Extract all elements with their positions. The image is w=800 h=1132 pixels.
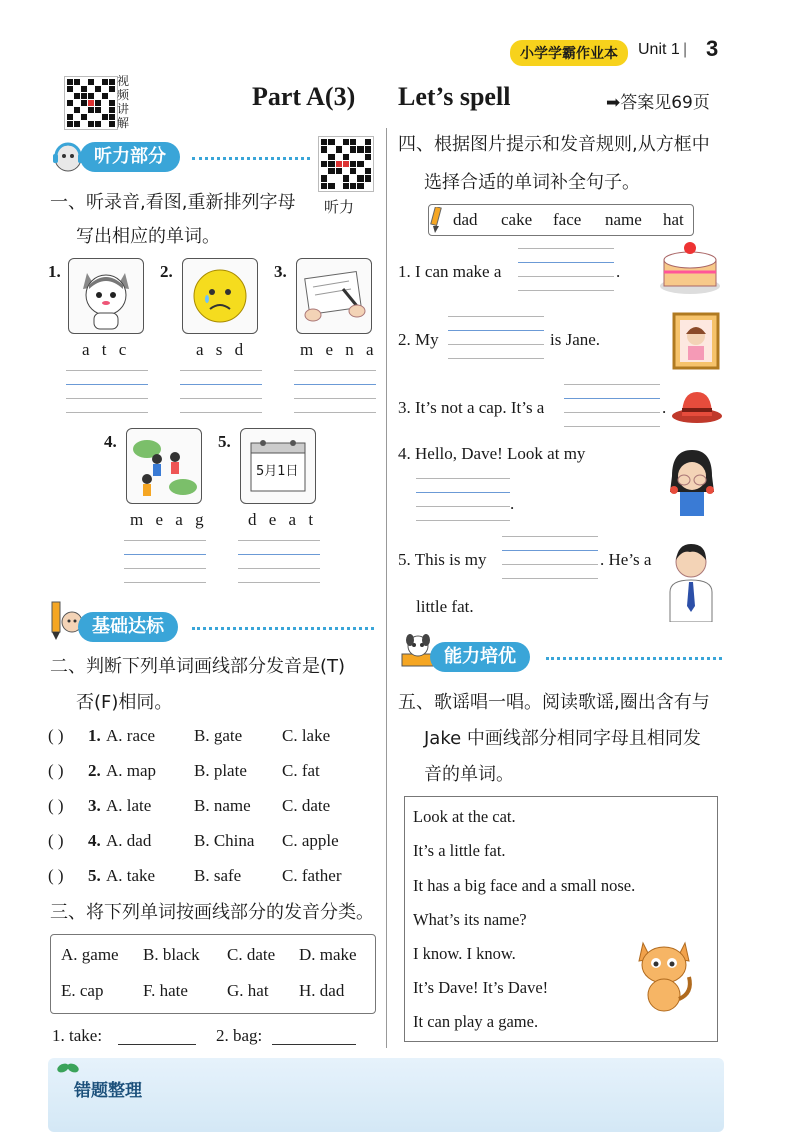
song-line: I know. I know. <box>413 944 516 963</box>
answer-line[interactable] <box>124 540 206 541</box>
answer-paren[interactable]: ( ) <box>48 866 64 885</box>
header-separator: | <box>683 41 688 58</box>
song-line: Look at the cat. <box>413 807 516 826</box>
question-1-instruction: 一、听录音,看图,重新排列字母 <box>50 192 296 213</box>
word-bank-item: cake <box>501 210 533 229</box>
word-option: C. date <box>227 945 276 964</box>
sentence-5-start: 5. This is my <box>398 550 487 569</box>
error-notes-label: 错题整理 <box>74 1081 142 1101</box>
row-number: 2. <box>88 761 101 780</box>
portrait-icon <box>672 312 720 370</box>
sentence-3-start: 3. It’s not a cap. It’s a <box>398 398 545 417</box>
option-b: B. safe <box>194 866 242 885</box>
word-bank-item: name <box>605 210 642 229</box>
boy-icon <box>662 540 720 622</box>
item-number: 2. <box>160 262 173 281</box>
unit-label: Unit 1 <box>638 41 680 58</box>
list-item <box>48 831 378 866</box>
item-number: 3. <box>274 262 287 281</box>
list-item <box>48 796 378 831</box>
book-badge: 小学学霸作业本 <box>510 40 628 66</box>
answer-line[interactable] <box>502 564 598 565</box>
calendar-date-text: 5月1日 <box>256 464 299 479</box>
question-5-instruction-end: 音的单词。 <box>424 764 514 785</box>
sad-face-icon <box>182 258 258 334</box>
option-c: C. fat <box>282 761 320 780</box>
option-a: A. late <box>106 796 152 815</box>
answer-line[interactable] <box>564 398 660 399</box>
listening-qr-label: 听力 <box>324 198 355 216</box>
word-option: B. black <box>143 945 200 964</box>
answer-line[interactable] <box>118 1044 196 1045</box>
pencil-icon <box>427 207 447 238</box>
section-banner-basics: 基础达标 <box>78 612 178 642</box>
question-5-instruction-cont: Jake 中画线部分相同字母且相同发 <box>424 728 701 749</box>
answer-line[interactable] <box>294 398 376 399</box>
scrambled-letters: m e a g <box>130 510 208 529</box>
answer-line[interactable] <box>416 506 510 507</box>
sentence-4-end: . <box>510 494 515 513</box>
row-number: 1. <box>88 726 101 745</box>
question-2-rows <box>48 726 378 901</box>
answer-line[interactable] <box>238 582 320 583</box>
video-label: 视频讲解 <box>117 74 130 130</box>
scrambled-letters: d e a t <box>248 510 318 529</box>
question-4-instruction-cont: 选择合适的单词补全句子。 <box>424 172 640 193</box>
section-banner-advanced: 能力培优 <box>430 642 530 672</box>
word-bank-item: dad <box>453 210 478 229</box>
answer-line[interactable] <box>518 248 614 249</box>
cake-icon <box>656 234 724 296</box>
option-b: B. gate <box>194 726 243 745</box>
sentence-3-end: . <box>662 398 667 417</box>
option-b: B. plate <box>194 761 247 780</box>
sentence-2-start: 2. My <box>398 330 439 349</box>
listening-qr-code-icon[interactable] <box>318 136 374 192</box>
word-option: A. game <box>61 945 119 964</box>
answer-paren[interactable]: ( ) <box>48 761 64 780</box>
section-banner-listening: 听力部分 <box>80 142 180 172</box>
answer-line[interactable] <box>66 412 148 413</box>
answer-line[interactable] <box>66 398 148 399</box>
page-title-part: Part A(3) <box>252 82 356 111</box>
answer-line[interactable] <box>180 384 262 385</box>
answer-paren[interactable]: ( ) <box>48 726 64 745</box>
answer-line[interactable] <box>66 384 148 385</box>
scrambled-letters: m e n a <box>300 340 378 359</box>
answer-line[interactable] <box>564 384 660 385</box>
page-number: 3 <box>706 36 719 61</box>
video-qr-code-icon[interactable] <box>64 76 118 130</box>
answer-line[interactable] <box>416 478 510 479</box>
list-item <box>48 761 378 796</box>
word-option: G. hat <box>227 981 269 1000</box>
song-line: What’s its name? <box>413 910 527 929</box>
answer-line[interactable] <box>238 568 320 569</box>
song-line: It can play a game. <box>413 1012 539 1031</box>
word-option: H. dad <box>299 981 345 1000</box>
row-number: 4. <box>88 831 101 850</box>
item-number: 5. <box>218 432 231 451</box>
option-c: C. date <box>282 796 331 815</box>
word-sort-box <box>50 934 376 1014</box>
answer-line[interactable] <box>124 554 206 555</box>
answer-line[interactable] <box>238 540 320 541</box>
answer-line[interactable] <box>238 554 320 555</box>
question-2-instruction: 二、判断下列单词画线部分发音是(T) <box>50 656 346 677</box>
answer-line[interactable] <box>448 316 544 317</box>
writing-name-icon <box>296 258 372 334</box>
answer-line[interactable] <box>294 412 376 413</box>
item-number: 1. <box>48 262 61 281</box>
option-c: C. apple <box>282 831 339 850</box>
option-a: A. take <box>106 866 156 885</box>
answer-paren[interactable]: ( ) <box>48 831 64 850</box>
answer-line[interactable] <box>180 370 262 371</box>
sort-label-1: 1. take: <box>52 1026 103 1045</box>
answer-line[interactable] <box>502 536 598 537</box>
question-5-instruction: 五、歌谣唱一唱。阅读歌谣,圈出含有与 <box>398 692 710 713</box>
question-2-instruction-cont: 否(F)相同。 <box>76 692 173 713</box>
leaf-icon <box>56 1060 80 1076</box>
answer-line[interactable] <box>564 412 660 413</box>
word-option: F. hate <box>143 981 188 1000</box>
row-number: 3. <box>88 796 101 815</box>
option-b: B. China <box>194 831 255 850</box>
sentence-1-end: . <box>616 262 621 281</box>
answer-line[interactable] <box>448 344 544 345</box>
word-option: D. make <box>299 945 357 964</box>
orange-cat-icon <box>631 933 697 1013</box>
option-b: B. name <box>194 796 251 815</box>
answer-line[interactable] <box>448 358 544 359</box>
answer-line[interactable] <box>294 370 376 371</box>
sentence-2-end: is Jane. <box>550 330 601 349</box>
option-c: C. father <box>282 866 342 885</box>
red-hat-icon <box>670 386 724 424</box>
section-dots <box>192 157 310 160</box>
answer-reference: ➡答案见69页 <box>606 93 710 113</box>
word-bank-item: face <box>553 210 582 229</box>
answer-line[interactable] <box>272 1044 356 1045</box>
answer-line[interactable] <box>124 568 206 569</box>
word-bank-item: hat <box>663 210 684 229</box>
sort-label-2: 2. bag: <box>216 1026 263 1045</box>
option-a: A. map <box>106 761 157 780</box>
error-notes-area[interactable] <box>48 1058 724 1132</box>
answer-line[interactable] <box>416 492 510 493</box>
list-item <box>48 726 378 761</box>
answer-line[interactable] <box>564 426 660 427</box>
answer-paren[interactable]: ( ) <box>48 796 64 815</box>
question-4-instruction: 四、根据图片提示和发音规则,从方框中 <box>398 134 710 155</box>
list-item <box>48 866 378 901</box>
answer-line[interactable] <box>502 550 598 551</box>
answer-line[interactable] <box>180 412 262 413</box>
cat-icon <box>68 258 144 334</box>
answer-line[interactable] <box>518 290 614 291</box>
girl-covering-face-icon <box>664 446 720 518</box>
answer-line[interactable] <box>180 398 262 399</box>
sentence-4-start: 4. Hello, Dave! Look at my <box>398 444 586 463</box>
answer-line[interactable] <box>294 384 376 385</box>
row-number: 5. <box>88 866 101 885</box>
sentence-1-start: 1. I can make a <box>398 262 502 281</box>
answer-line[interactable] <box>518 262 614 263</box>
sentence-5-middle: . He’s a <box>600 550 652 569</box>
question-1-instruction-cont: 写出相应的单词。 <box>76 226 220 247</box>
option-c: C. lake <box>282 726 331 745</box>
answer-line[interactable] <box>518 276 614 277</box>
scrambled-letters: a t c <box>82 340 131 359</box>
kids-playing-icon <box>126 428 202 504</box>
section-dots <box>546 657 722 660</box>
question-3-instruction: 三、将下列单词按画线部分的发音分类。 <box>50 902 374 923</box>
word-option: E. cap <box>61 981 104 1000</box>
song-box <box>404 796 718 1042</box>
section-dots <box>192 627 374 630</box>
item-number: 4. <box>104 432 117 451</box>
column-divider <box>386 128 387 1048</box>
song-line: It’s Dave! It’s Dave! <box>413 978 549 997</box>
song-line: It’s a little fat. <box>413 841 506 860</box>
answer-line[interactable] <box>416 520 510 521</box>
scrambled-letters: a s d <box>196 340 248 359</box>
answer-line[interactable] <box>448 330 544 331</box>
sentence-5-end: little fat. <box>416 597 474 616</box>
option-a: A. race <box>106 726 156 745</box>
word-bank <box>428 204 694 236</box>
song-line: It has a big face and a small nose. <box>413 876 636 895</box>
answer-line[interactable] <box>502 578 598 579</box>
page-title-spell: Let’s spell <box>398 82 511 111</box>
answer-line[interactable] <box>124 582 206 583</box>
answer-line[interactable] <box>66 370 148 371</box>
option-a: A. dad <box>106 831 152 850</box>
